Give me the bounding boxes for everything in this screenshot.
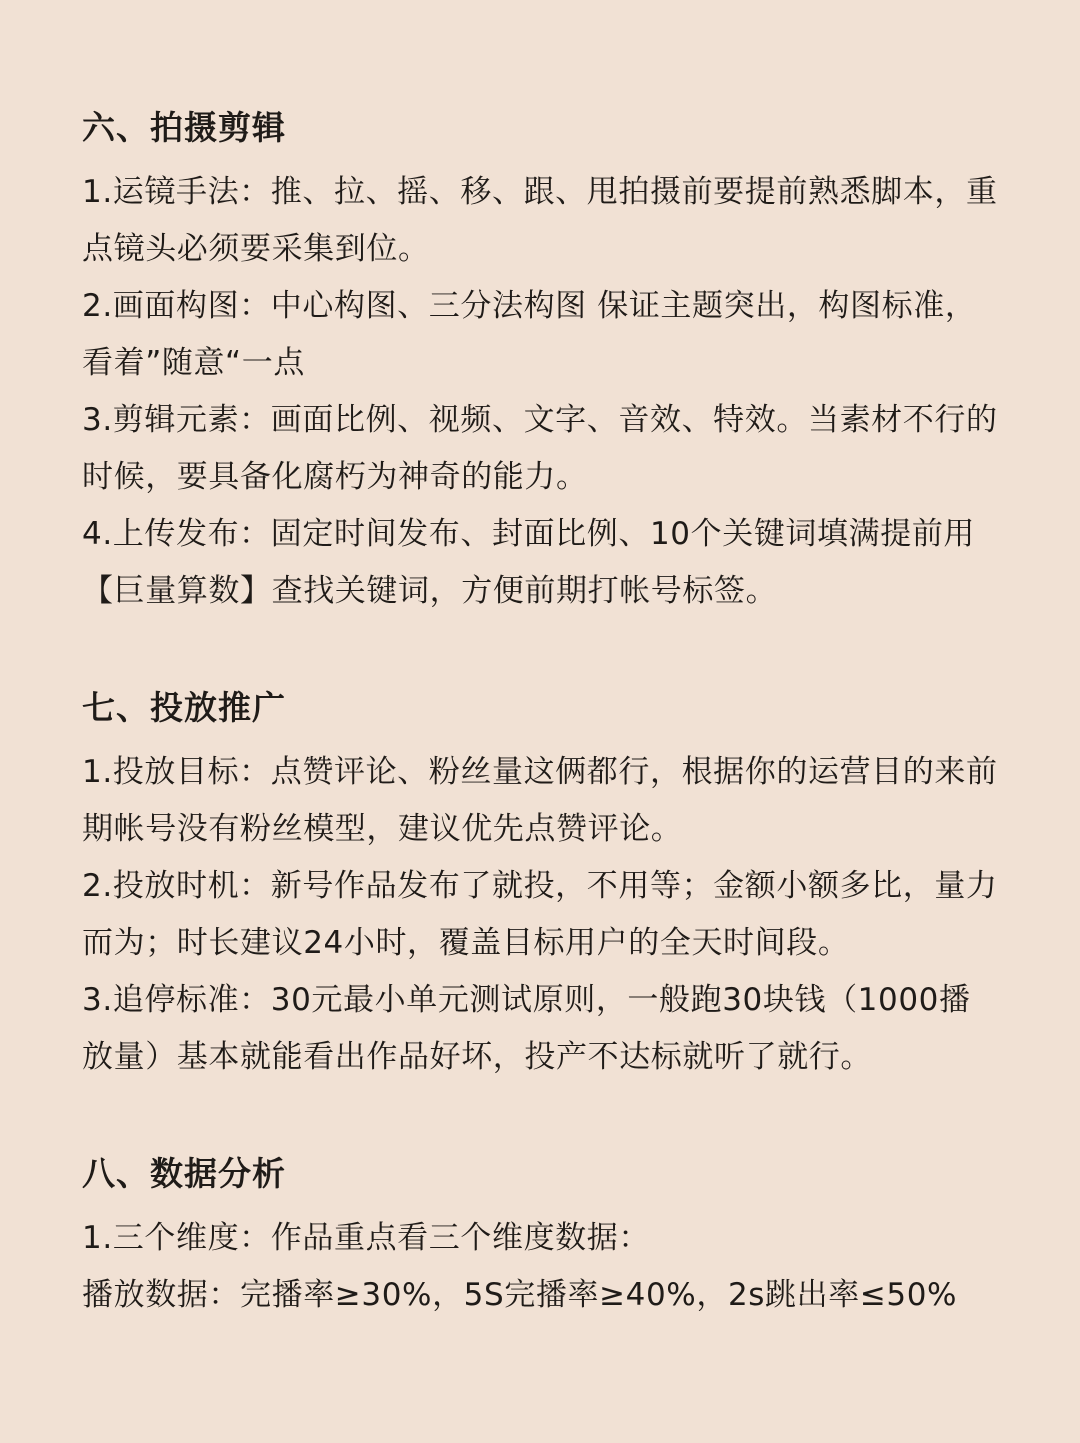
paragraph: 播放数据：完播率≥30%，5S完播率≥40%，2s跳出率≤50% [82,1277,958,1313]
section-promotion [82,678,998,1086]
paragraph: 2.画面构图：中心构图、三分法构图 保证主题突出，构图标准，看着”随意“一点 [82,288,977,381]
section-heading: 六、拍摄剪辑 [82,108,286,147]
paragraph: 3.剪辑元素：画面比例、视频、文字、音效、特效。当素材不行的时候，要具备化腐朽为神奇的能力。 [82,402,998,495]
section-heading: 八、数据分析 [82,1154,286,1193]
paragraph: 2.投放时机：新号作品发布了就投，不用等；金额小额多比，量力而为；时长建议24小时，覆盖目标用户的全天时间段。 [82,868,998,961]
paragraph: 1.投放目标：点赞评论、粉丝量这俩都行，根据你的运营目的来前期帐号没有粉丝模型，建议优先点赞评论。 [82,754,998,847]
paragraph: 1.三个维度：作品重点看三个维度数据： [82,1220,650,1256]
section-shooting-editing [82,98,998,620]
paragraph: 1.运镜手法：推、拉、摇、移、跟、甩拍摄前要提前熟悉脚本，重点镜头必须要采集到位。 [82,174,998,267]
section-data-analysis [82,1144,998,1324]
section-heading: 七、投放推广 [82,688,286,727]
paragraph: 3.追停标准：30元最小单元测试原则，一般跑30块钱（1000播放量）基本就能看出作品好坏，投产不达标就听了就行。 [82,982,971,1075]
paragraph: 4.上传发布：固定时间发布、封面比例、10个关键词填满提前用【巨量算数】查找关键词，方便前期打帐号标签。 [82,516,976,609]
